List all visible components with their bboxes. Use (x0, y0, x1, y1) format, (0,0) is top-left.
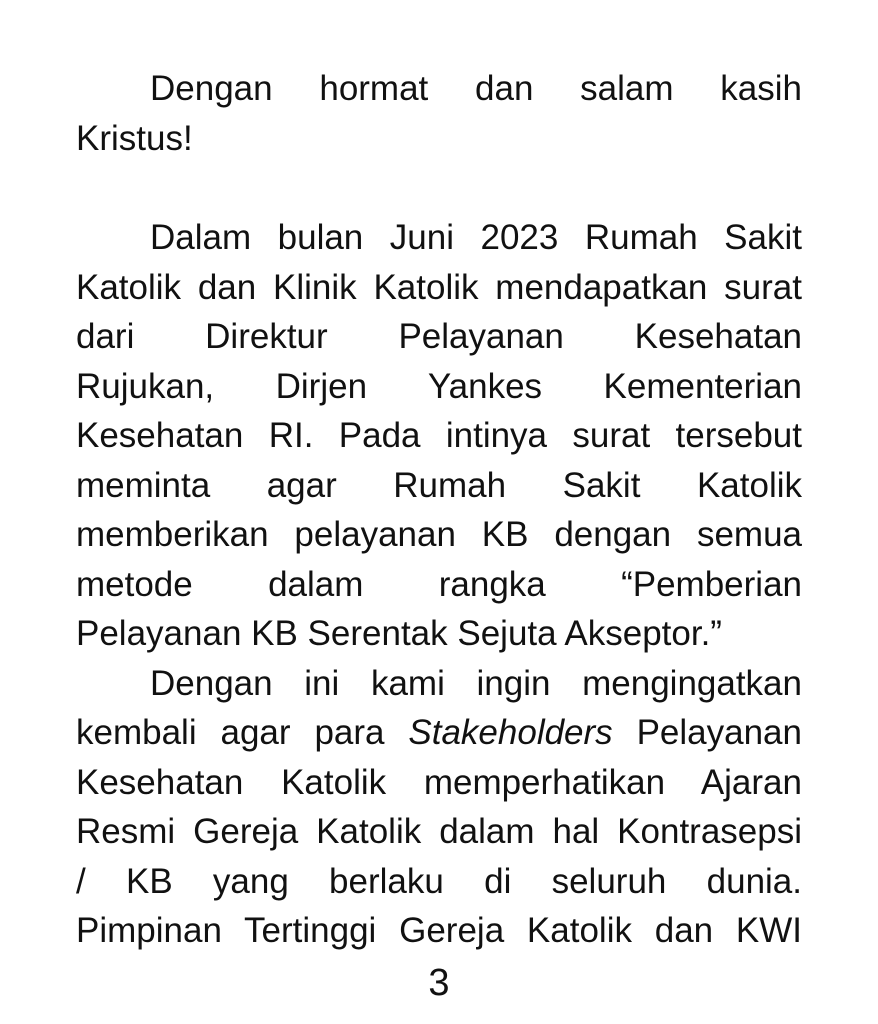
greeting-line-1: Dengan hormat dan salam kasih (150, 69, 802, 108)
paragraph1-line-1: Dalam bulan Juni 2023 Rumah Sakit (150, 218, 802, 257)
paragraph2-line-5: / KB yang berlaku di seluruh dunia. (76, 861, 802, 901)
paragraph1-line-4: Rujukan, Dirjen Yankes Kementerian (76, 366, 802, 406)
paragraph2-line-2-start: kembali agar para (76, 713, 409, 752)
paragraph1-line-6: meminta agar Rumah Sakit Katolik (76, 465, 802, 505)
paragraph2-line-2-end: Pelayanan (612, 713, 802, 752)
paragraph2-line-2 (76, 708, 802, 758)
paragraph2-line-4: Resmi Gereja Katolik dalam hal Kontrasepsi (76, 812, 802, 851)
paragraph-gap (76, 163, 802, 213)
paragraph1-line-5: Kesehatan RI. Pada intinya surat tersebut (76, 416, 802, 455)
paragraph1-line-8: metode dalam rangka “Pemberian (76, 564, 802, 604)
paragraph1-line-7: memberikan pelayanan KB dengan semua (76, 515, 802, 554)
stakeholders-italic-text: Stakeholders (408, 713, 613, 752)
paragraph1-line-3: dari Direktur Pelayanan Kesehatan (76, 317, 802, 356)
paragraph1-line-2: Katolik dan Klinik Katolik mendapatkan surat (76, 267, 802, 307)
paragraph1-line-9: Pelayanan KB Serentak Sejuta Akseptor.” (76, 614, 722, 653)
document-page (76, 64, 802, 956)
greeting-line-2: Kristus! (76, 118, 193, 158)
page-number: 3 (428, 962, 450, 1004)
paragraph2-line-1: Dengan ini kami ingin mengingatkan (150, 663, 802, 703)
paragraph2-line-6: Pimpinan Tertinggi Gereja Katolik dan KWI (76, 911, 802, 950)
paragraph2-line-3: Kesehatan Katolik memperhatikan Ajaran (76, 762, 802, 802)
